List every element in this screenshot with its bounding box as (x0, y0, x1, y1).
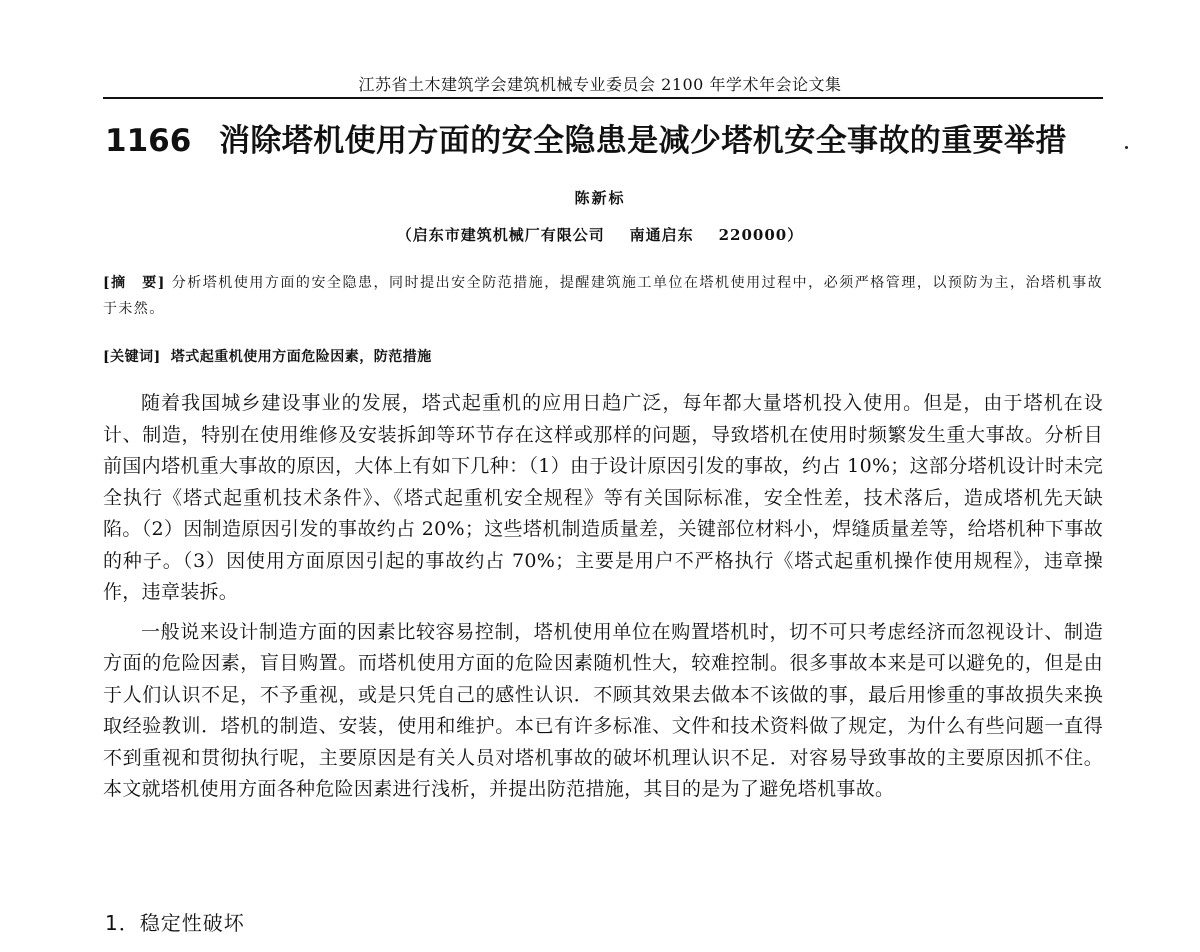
body-paragraph-2: 一般说来设计制造方面的因素比较容易控制，塔机使用单位在购置塔机时，切不可只考虑经济而忽视设计、制造方面的危险因素，盲目购置。而塔机使用方面的危险因素随机性大，较难控制。很多事故本来是可以避免的，但是由于人们认识不足，不予重视，或是只凭自己的感性认识．不顾其效果去做本不该做的事，最后用惨重的事故损失来换取经验教训．塔机的制造、安装，使用和维护。本已有许多标准、文件和技术资料做了规定，为什么有些问题一直得不到重视和贯彻执行呢，主要原因是有关人员对塔机事故的破坏机理认识不足．对容易导致事故的主要原因抓不住。本文就塔机使用方面各种危险因素进行浅析，并提出防范措施，其目的是为了避免塔机事故。 (103, 620, 1103, 800)
scan-speck (1125, 146, 1128, 149)
paper-title: 消除塔机使用方面的安全隐患是减少塔机安全事故的重要举措 (219, 123, 1067, 159)
keywords-label: [关键词] (103, 349, 161, 365)
title-row (103, 118, 1103, 168)
paper-number: 1166 (105, 123, 192, 159)
section-heading: 1．稳定性破坏 (105, 911, 245, 935)
header-rule (103, 97, 1103, 99)
body-text (103, 388, 1103, 806)
abstract-text: 分析塔机使用方面的安全隐患，同时提出安全防范措施，提醒建筑施工单位在塔机使用过程中，必须严格管理，以预防为主，治塔机事故于未然。 (103, 275, 1104, 317)
abstract-label: [摘 要] (103, 275, 166, 291)
keywords (103, 344, 1103, 370)
body-paragraph-1: 随着我国城乡建设事业的发展，塔式起重机的应用日趋广泛，每年都大量塔机投入使用。但是，由于塔机在设计、制造，特别在使用维修及安装拆卸等环节存在这样或那样的问题，导致塔机在使用时频繁发生重大事故。分析目前国内塔机重大事故的原因，大体上有如下几种：（1）由于设计原因引发的事故，约占 10%；这部分塔机设计时未完全执行《塔式起重机技术条件》、《塔式起重机安全规程》等有关国际标准，安全性差，技术落后，造成塔机先天缺陷。（2）因制造原因引发的事故约占 20%；这些塔机制造质量差，关键部位材料小，焊缝质量差等，给塔机种下事故的种子。（3）因使用方面原因引起的事故约占 70%；主要是用户不严格执行《塔式起重机操作使用规程》，违章操作，违章装拆。 (103, 392, 1103, 603)
running-header: 江苏省土木建筑学会建筑机械专业委员会 2100 年学术年会论文集 (358, 75, 842, 94)
author: 陈新标 (574, 189, 626, 207)
keywords-text: 塔式起重机使用方面危险因素，防范措施 (170, 349, 432, 365)
abstract (103, 270, 1103, 322)
affiliation: （启东市建筑机械厂有限公司 南通启东 220000） (396, 226, 804, 244)
